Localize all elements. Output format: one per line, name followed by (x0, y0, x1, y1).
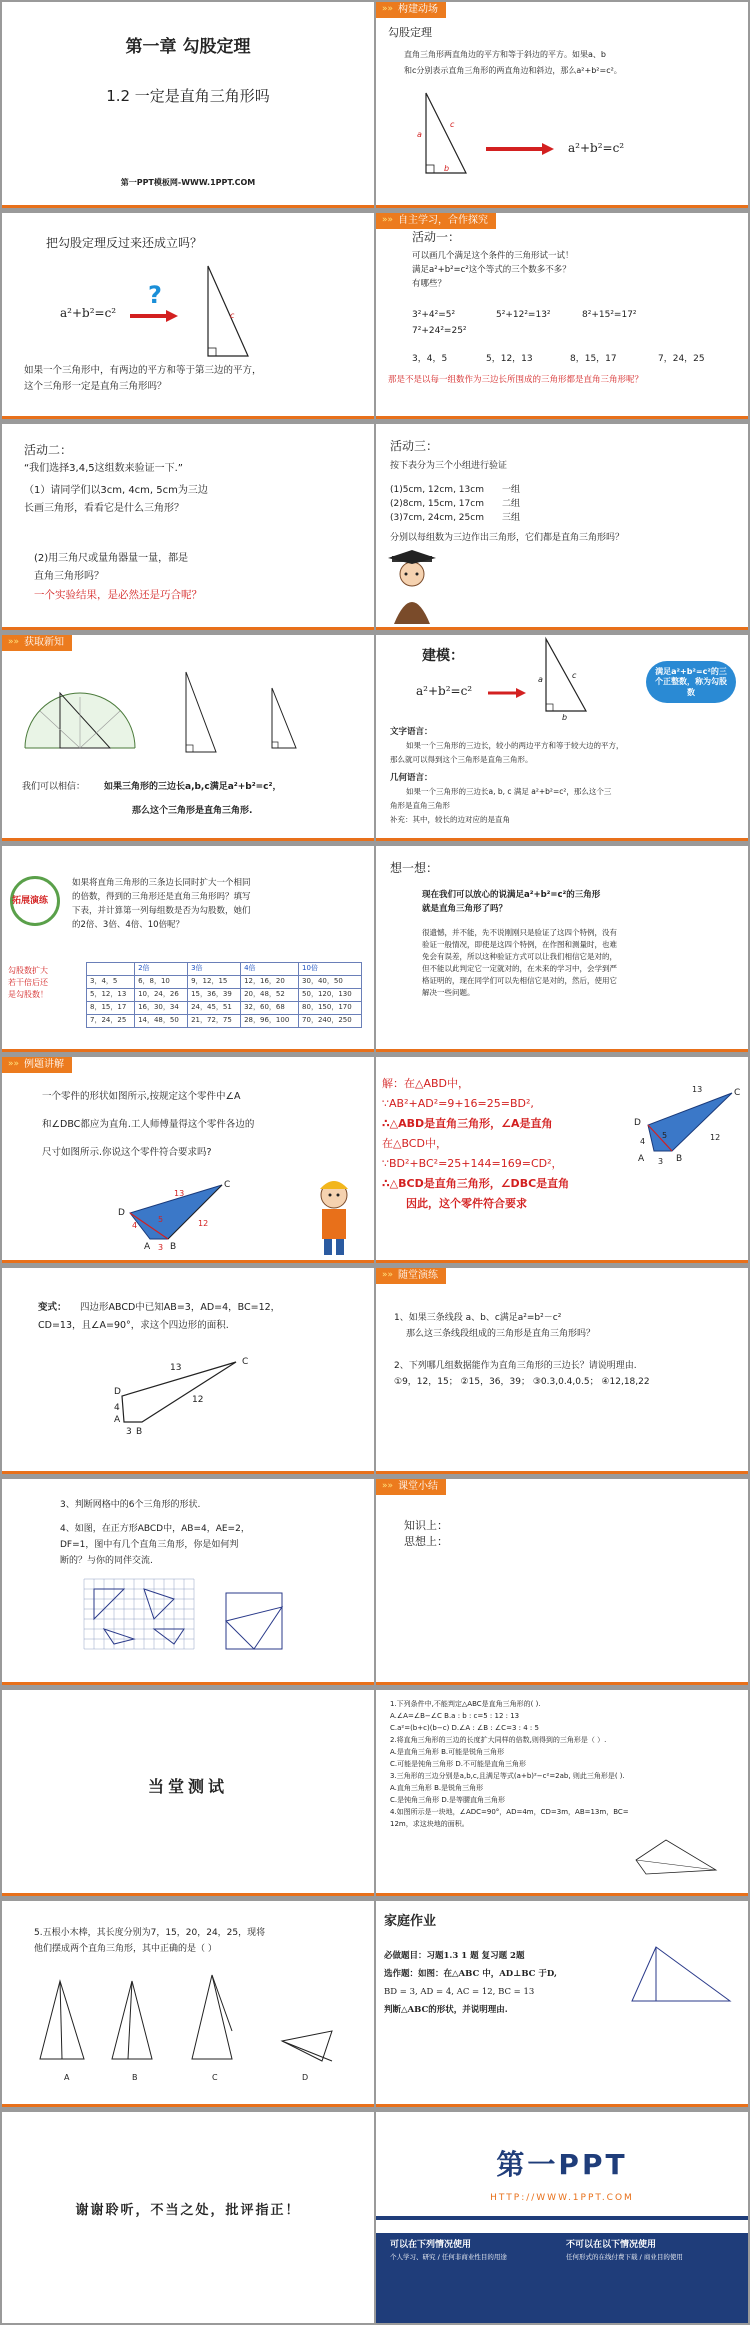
question-line: 12m，求这块地的面积。 (390, 1820, 469, 1828)
text-line: 3、判断网格中的6个三角形的形状. (60, 1500, 201, 1510)
section-tag: »» 例题讲解 (2, 1057, 72, 1073)
license-right-heading: 不可以在以下情况使用 (566, 2240, 657, 2250)
section-title: 1.2 一定是直角三角形吗 (106, 87, 270, 105)
text-line: 但不能以此判定它一定就对的，在未来的学习中，会学到严 (422, 964, 617, 973)
text-line: BD = 3, AD = 4, AC = 12, BC = 13 (384, 1987, 535, 1997)
text-line: 如果一个三角形的三边长a, b, c 满足 a²+b²=c²，那么这个三 (406, 787, 612, 796)
slide-19-sticks (2, 1901, 374, 2107)
option-label: C (212, 2073, 218, 2082)
table-cell: 24，45，51 (188, 1002, 241, 1015)
slide-bar (376, 838, 748, 841)
table-row (87, 989, 362, 1002)
text-line: 一个零件的形状如图所示,按规定这个零件中∠A (42, 1091, 241, 1102)
side-note: 若干倍后还 (8, 978, 48, 987)
table-header (87, 963, 135, 976)
text-line: 这个三角形一定是直角三角形吗？ (24, 381, 167, 392)
slide-bar (2, 1893, 374, 1896)
number-set: 8，15，17 (570, 354, 617, 364)
summary-item: 思想上： (404, 1535, 448, 1548)
table-cell: 30，40，50 (299, 976, 362, 989)
text-line: 那么这三条线段组成的三角形是直角三角形吗？ (406, 1329, 596, 1339)
question-line: C.a²=(b+c)(b−c) D.∠A : ∠B : ∠C=3 : 4 : 5 (390, 1724, 539, 1732)
slide-8-modeling (376, 635, 748, 841)
text-line: 分别以每组数为三边作出三角形，它们都是直角三角形吗？ (390, 533, 625, 543)
quadrilateral-diagram (640, 1085, 740, 1165)
question-line: A.∠A=∠B−∠C B.a : b : c=5 : 12 : 13 (390, 1712, 520, 1720)
text-line: 验证一般情况，即使是这四个特例，在作图和测量时，也难 (422, 940, 617, 949)
text-line: 那么就可以得到这个三角形是直角三角形。 (390, 755, 533, 764)
slide-22-logo (376, 2112, 748, 2323)
text-line: 有哪些？ (412, 279, 447, 289)
text-line: 尺寸如图所示.你说这个零件符合要求吗? (42, 1147, 212, 1158)
text-line: ①9，12，15； ②15，36，39； ③0.3,0.4,0.5； ④12,18,22 (394, 1377, 650, 1387)
slide-heading: 家庭作业 (384, 1914, 437, 1929)
slide-bar (2, 416, 374, 419)
slide-6-activity-three (376, 424, 748, 630)
site-name: 第一PPT模板网-WWW.1PPT.COM (120, 178, 256, 187)
number-set: 7，24，25 (658, 354, 705, 364)
table-cell: 70，240，250 (299, 1015, 362, 1028)
question-mark-icon: ? (148, 281, 162, 309)
text-line: 断的？与你的同伴交流. (60, 1556, 153, 1566)
slide-bar (2, 1682, 374, 1685)
slide-15-grid-exercise (2, 1479, 374, 1685)
number-set: 3，4，5 (412, 354, 448, 364)
arrow-right-icon (486, 142, 556, 156)
slide-12-solution (376, 1057, 748, 1263)
vertex-label: B (170, 1242, 177, 1252)
text-line: 我们可以相信： (22, 782, 86, 792)
slide-heading: 想一想： (390, 861, 439, 875)
text-line: 四边形ABCD中已知AB=3，AD=4，BC=12， (80, 1302, 281, 1313)
table-cell: 6，8，10 (135, 976, 188, 989)
group-label: 二组 (502, 499, 521, 509)
text-line: 他们摆成两个直角三角形，其中正确的是（ ） (34, 1944, 217, 1954)
text-line: 1、如果三条线段 a、b、c满足a²=b²－c² (394, 1313, 562, 1323)
text-line: 如果一个三角形的三边长，较小的两边平方和等于较大边的平方， (406, 741, 624, 750)
group-label: 一组 (502, 485, 521, 495)
slide-bar (2, 1471, 374, 1474)
right-triangle-diagram (198, 261, 258, 361)
slide-13-variant (2, 1268, 374, 1474)
text-line: 和c分别表示直角三角形的两直角边和斜边，那么a²+b²=c²。 (404, 66, 622, 75)
question-line: A.是直角三角形 B.可能是锐角三角形 (390, 1748, 505, 1756)
slide-18-test-questions (376, 1690, 748, 1896)
edge-label: 12 (192, 1395, 204, 1405)
text-line: 长画三角形，看看它是什么三角形？ (24, 503, 184, 514)
side-note: 勾股数扩大 (8, 966, 48, 975)
edge-label: 13 (170, 1363, 182, 1373)
option-label: D (302, 2073, 309, 2082)
label-a: a (417, 130, 422, 139)
slide-heading: 勾股定理 (388, 26, 432, 39)
vertex-label: D (634, 1118, 641, 1128)
edge-label: 3 (126, 1427, 132, 1437)
group-row: (2)8cm, 15cm, 17cm (390, 499, 484, 509)
formula: a²+b²=c² (568, 141, 625, 155)
worker-cartoon-icon (310, 1173, 360, 1257)
text-line: 角形是直角三角形 (390, 801, 450, 810)
arrow-right-icon (488, 687, 528, 699)
text-line: 判断△ABC的形状，并说明理由. (384, 2005, 508, 2015)
label-c: c (230, 311, 235, 320)
vertex-label: C (224, 1180, 231, 1190)
table-cell: 10，24，26 (135, 989, 188, 1002)
slide-heading: 当堂测试 (147, 1777, 228, 1796)
question-line: A.直角三角形 B.是锐角三角形 (390, 1784, 484, 1792)
text-line: 免会有误差，所以这种验证方式可以让我们相信它是对的， (422, 952, 617, 961)
slide-21-thanks (2, 2112, 374, 2323)
table-header: 10倍 (299, 963, 362, 976)
table-cell: 12，16，20 (241, 976, 299, 989)
label-c: c (450, 120, 455, 129)
label-a: a (538, 675, 543, 684)
table-cell: 14，48，50 (135, 1015, 188, 1028)
vertex-label: C (734, 1088, 741, 1098)
question-line: C.可能是钝角三角形 D.不可能是直角三角形 (390, 1760, 526, 1768)
table-cell: 50，120，130 (299, 989, 362, 1002)
text-line: 5.五根小木棒，其长度分别为7，15，20，24，25，现将 (34, 1928, 266, 1938)
edge-label: 4 (640, 1137, 646, 1146)
license-left-text: 个人学习、研究 / 任何非商业性目的用途 (390, 2253, 507, 2261)
edge-label: 3 (158, 1243, 164, 1252)
protractor-diagram (20, 683, 140, 753)
conclusion-line: 那么这个三角形是直角三角形. (132, 806, 253, 816)
slide-bar (376, 1260, 748, 1263)
text-line: 直角三角形吗？ (34, 571, 104, 582)
group-row: (3)7cm, 24cm, 25cm (390, 513, 484, 523)
question-line: 1.下列条件中,不能判定△ABC是直角三角形的( ). (390, 1700, 541, 1708)
slide-bar (376, 2104, 748, 2107)
text-line: 如果一个三角形中，有两边的平方和等于第三边的平方， (24, 365, 262, 376)
table-cell: 3，4，5 (87, 976, 135, 989)
slide-11-example (2, 1057, 374, 1263)
text-line: 满足a²+b²=c²这个等式的三个数多不多？ (412, 265, 571, 275)
brand-url: HTTP://WWW.1PPT.COM (490, 2193, 634, 2203)
slide-heading: 活动一： (412, 230, 461, 244)
stick-triangles-diagram (32, 1971, 352, 2081)
highlight-question: 一个实验结果，是必然还是巧合呢？ (34, 589, 202, 601)
table-cell: 32，60，68 (241, 1002, 299, 1015)
solution-line: ∴△ABD是直角三角形，∠A是直角 (382, 1117, 553, 1130)
subheading: 变式： (38, 1302, 67, 1313)
edge-label: 12 (710, 1133, 721, 1142)
question-line: 3.三角形的三边分别是a,b,c,且满足等式(a+b)²−c²=2ab, 则此三角形是( ). (390, 1772, 625, 1780)
definition-badge: 满足a²+b²=c²的三个正整数，称为勾股数 (646, 661, 736, 703)
table-row (87, 976, 362, 989)
text-line: 必做题目：习题1.3 1 题 复习题 2题 (384, 1951, 525, 1961)
slide-16-summary (376, 1479, 748, 1685)
vertex-label: A (638, 1154, 645, 1164)
vertex-label: D (114, 1387, 121, 1397)
edge-label: 5 (662, 1131, 668, 1140)
table-cell: 16，30，34 (135, 1002, 188, 1015)
table-cell: 21，72，75 (188, 1015, 241, 1028)
group-label: 三组 (502, 513, 521, 523)
table-header: 2倍 (135, 963, 188, 976)
text-line: 4、如图，在正方形ABCD中，AB=4，AE=2， (60, 1524, 250, 1534)
equation: 3²+4²=5² (412, 310, 456, 320)
license-left-heading: 可以在下列情况使用 (390, 2240, 472, 2250)
badge-label: 拓展演练 (12, 896, 49, 906)
label-c: c (572, 671, 577, 680)
grid-triangles-diagram (84, 1579, 194, 1649)
table-cell: 28，96，100 (241, 1015, 299, 1028)
edge-label: 5 (158, 1215, 164, 1224)
text-line: 解决一些问题。 (422, 988, 475, 997)
table-row (87, 1015, 362, 1028)
equation: 7²+24²=25² (412, 326, 467, 336)
divider (376, 2216, 748, 2220)
formula: a²+b²=c² (416, 684, 473, 698)
right-triangle-diagram (536, 635, 596, 715)
teacher-avatar-icon (384, 550, 440, 624)
table-header: 3倍 (188, 963, 241, 976)
solution-line: 因此，这个零件符合要求 (406, 1197, 527, 1210)
slide-heading: 建模： (422, 648, 464, 664)
slide-14-practice (376, 1268, 748, 1474)
license-right-text: 任何形式的在线付费下载 / 商业目的使用 (566, 2253, 683, 2261)
question-line: 2.将直角三角形的三边的长度扩大同样的倍数,则得到的三角形是（ ）. (390, 1736, 607, 1744)
table-cell: 8，15，17 (87, 1002, 135, 1015)
section-tag: »» 自主学习，合作探究 (376, 213, 496, 229)
text-line: DF=1，图中有几个直角三角形，你是如何判 (60, 1540, 239, 1550)
edge-label: 12 (198, 1219, 209, 1228)
label-b: b (562, 713, 568, 722)
text-line: 现在我们可以放心的说满足a²+b²=c²的三角形 (422, 890, 601, 900)
table-row (87, 1002, 362, 1015)
table-cell: 9，12，15 (188, 976, 241, 989)
slide-3-converse (2, 213, 374, 419)
text-line: 按下表分为三个小组进行验证 (390, 461, 508, 471)
arrow-right-icon (130, 309, 180, 323)
table-cell: 20，48，52 (241, 989, 299, 1002)
question-line: 4.如图所示是一块地，∠ADC=90°，AD=4m，CD=3m，AB=13m，BC= (390, 1808, 629, 1816)
slide-17-test-title (2, 1690, 374, 1896)
option-label: B (132, 2073, 138, 2082)
vertex-label: B (676, 1154, 683, 1164)
solution-line: ∵AB²+AD²=9+16=25=BD², (382, 1097, 534, 1110)
equation: 5²+12²=13² (496, 310, 551, 320)
question-line: C.是钝角三角形 D.是等腰直角三角形 (390, 1796, 505, 1804)
edge-label: 4 (114, 1403, 120, 1413)
group-row: (1)5cm, 12cm, 13cm (390, 485, 484, 495)
table-header-row (87, 963, 362, 976)
slide-20-homework (376, 1901, 748, 2107)
text-line: 很遗憾，并不能，先不说刚刚只是验证了这四个特例，没有 (422, 928, 617, 937)
text-line: 格证明的，现在同学们可以先相信它是对的，然后，使用它 (422, 976, 617, 985)
conclusion-line: 如果三角形的三边长a,b,c满足a²+b²=c²， (104, 782, 282, 792)
section-tag: »» 课堂小结 (376, 1479, 446, 1495)
edge-label: 4 (132, 1221, 138, 1230)
section-tag: »» 随堂演练 (376, 1268, 446, 1284)
text-line: 补充：其中，较长的边对应的是直角 (390, 815, 510, 824)
subheading: 文字语言： (390, 727, 433, 737)
number-set: 5，12，13 (486, 354, 533, 364)
slide-bar (2, 205, 374, 208)
text-line: (2)用三角尺或量角器量一量，都是 (34, 553, 189, 564)
triangle-altitude-diagram (626, 1941, 736, 2011)
table-cell: 7，24，25 (87, 1015, 135, 1028)
slide-9-extension (2, 846, 374, 1052)
vertex-label: B (136, 1427, 143, 1437)
license-box (376, 2233, 748, 2323)
table-cell: 5，12，13 (87, 989, 135, 1002)
vertex-label: D (118, 1208, 125, 1218)
solution-line: 解：在△ABD中， (382, 1077, 470, 1090)
slide-10-think (376, 846, 748, 1052)
slide-2-theorem (376, 2, 748, 208)
slide-bar (2, 627, 374, 630)
slide-7-new-knowledge (2, 635, 374, 841)
slide-bar (2, 1049, 374, 1052)
slide-heading: 活动三： (390, 439, 439, 453)
text-line: 选作题：如图：在△ABC 中，AD⊥BC 于D, (384, 1969, 557, 1979)
solution-line: ∴△BCD是直角三角形，∠DBC是直角 (382, 1177, 570, 1190)
highlight-question: 那是不是以每一组数作为三边长所围成的三角形都是直角三角形呢？ (388, 375, 644, 385)
text-line: 下表，并计算第一列每组数是否为勾股数，她们 (72, 906, 251, 916)
text-line: 2、下列哪几组数据能作为直角三角形的三边长？请说明理由. (394, 1361, 637, 1371)
vertex-label: C (242, 1357, 249, 1367)
slide-1-cover (2, 2, 374, 208)
summary-item: 知识上： (404, 1519, 448, 1532)
land-diagram (626, 1830, 726, 1880)
solution-line: ∵BD²+BC²=25+144=169=CD²， (382, 1157, 563, 1170)
label-b: b (444, 164, 450, 173)
multiples-table (86, 962, 362, 1028)
edge-label: 13 (692, 1085, 703, 1094)
subheading: 几何语言： (390, 773, 433, 783)
option-label: A (64, 2073, 70, 2082)
slide-bar (376, 205, 748, 208)
slide-5-activity-two (2, 424, 374, 630)
section-tag: »» 构建动场 (376, 2, 446, 18)
section-tag: »» 获取新知 (2, 635, 72, 651)
text-line: 直角三角形两直角边的平方和等于斜边的平方。如果a、b (404, 50, 606, 59)
text-line: 的2倍、3倍、4倍、10倍呢？ (72, 920, 185, 930)
slide-bar (376, 416, 748, 419)
formula: a²+b²=c² (60, 306, 117, 320)
slide-heading: 活动二： (24, 443, 73, 457)
text-line: 可以画几个满足这个条件的三角形试一试！ (412, 251, 574, 261)
thanks-text: 谢谢聆听，不当之处，批评指正！ (75, 2203, 301, 2218)
text-line: （1）请同学们以3cm, 4cm, 5cm为三边 (24, 485, 208, 496)
slide-bar (376, 1471, 748, 1474)
equation: 8²+15²=17² (582, 310, 637, 320)
vertex-label: A (114, 1415, 121, 1425)
square-diagram (222, 1589, 292, 1653)
slide-bar (2, 838, 374, 841)
text-line: 如果将直角三角形的三条边长同时扩大一个相同 (72, 878, 251, 888)
text-line: 和∠DBC都应为直角.工人师傅量得这个零件各边的 (42, 1119, 255, 1130)
slide-4-activity-one (376, 213, 748, 419)
question-text: 把勾股定理反过来还成立吗？ (46, 236, 203, 250)
vertex-label: A (144, 1242, 151, 1252)
table-cell: 80，150，170 (299, 1002, 362, 1015)
text-line: CD=13，且∠A=90°，求这个四边形的面积. (38, 1320, 229, 1331)
edge-label: 3 (658, 1157, 664, 1166)
brand-logo: 第一PPT (496, 2148, 628, 2181)
slide-bar (376, 627, 748, 630)
text-line: 的倍数，得到的三角形还是直角三角形吗？填写 (72, 892, 251, 902)
text-line: “我们选择3,4,5这组数来验证一下.” (24, 463, 183, 474)
slide-bar (2, 1260, 374, 1263)
side-note: 是勾股数！ (8, 990, 48, 999)
slide-bar (376, 1049, 748, 1052)
slide-bar (376, 1682, 748, 1685)
chapter-title: 第一章 勾股定理 (125, 37, 251, 57)
right-triangle-diagram (262, 683, 302, 753)
edge-label: 13 (174, 1189, 185, 1198)
table-cell: 15，36，39 (188, 989, 241, 1002)
text-line: 就是直角三角形了吗？ (422, 904, 508, 914)
solution-line: 在△BCD中， (382, 1137, 447, 1150)
table-header: 4倍 (241, 963, 299, 976)
slide-bar (376, 1893, 748, 1896)
slide-bar (2, 2104, 374, 2107)
right-triangle-diagram (172, 667, 222, 757)
